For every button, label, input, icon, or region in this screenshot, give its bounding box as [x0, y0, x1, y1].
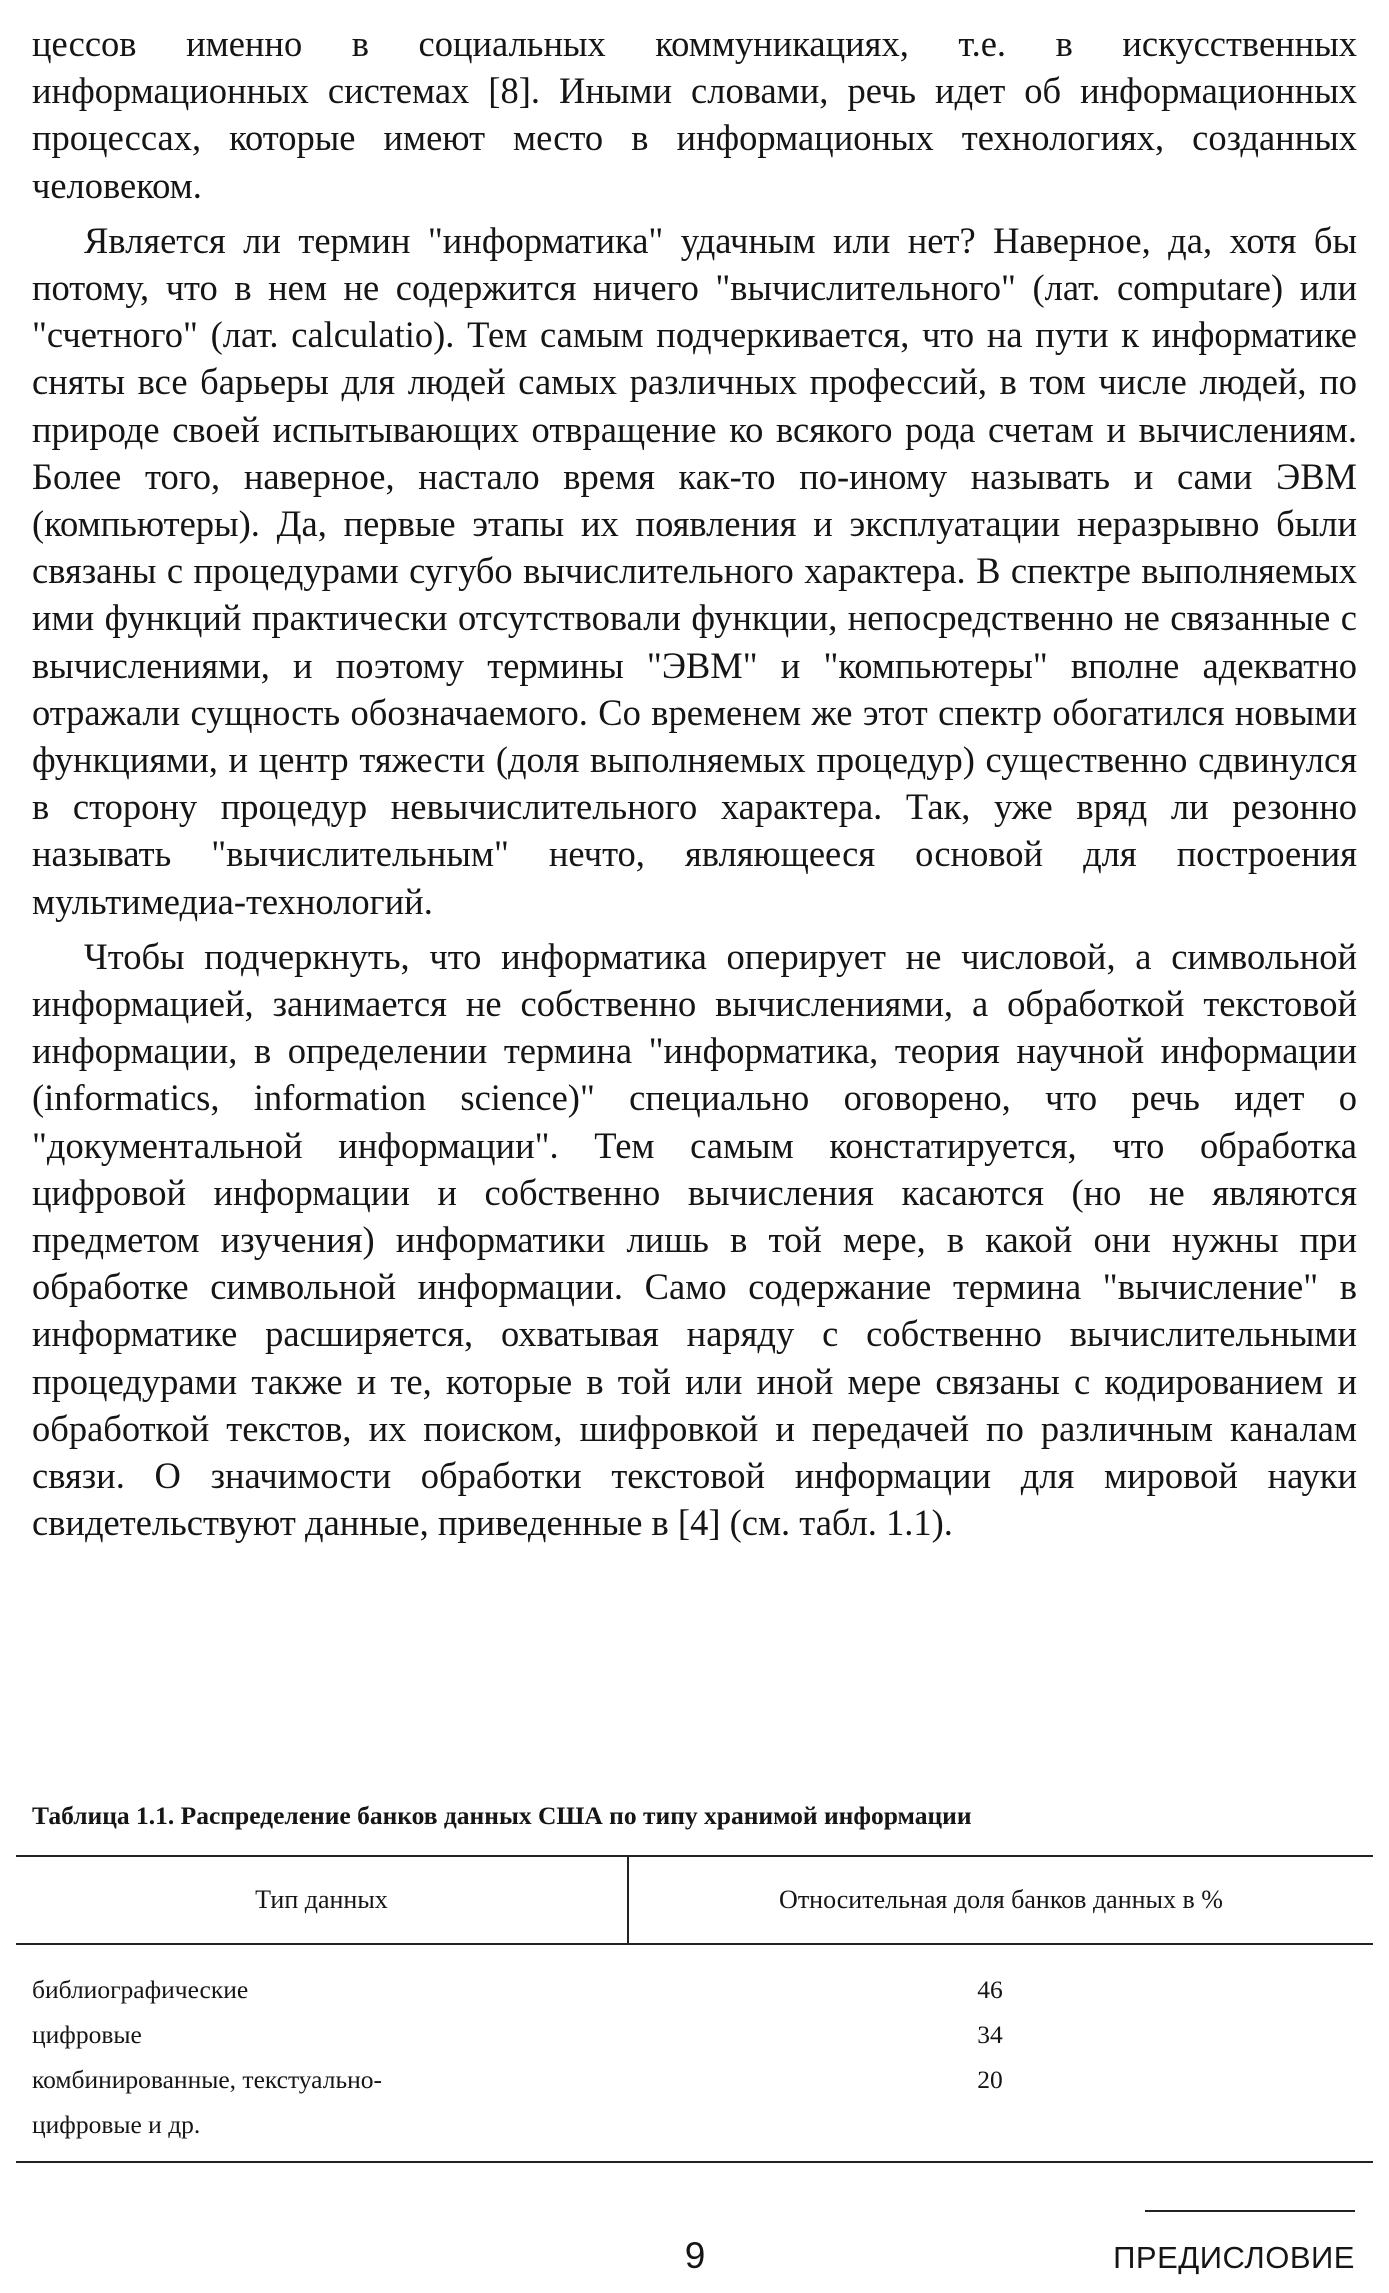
table-row: [16, 2012, 1373, 2057]
footer-rule: [1145, 2210, 1355, 2212]
body-text: [32, 20, 1357, 1555]
paragraph-3: Чтобы подчеркнуть, что информатика оперирует не числовой, а символьной информацией, занимается не собственно вычислениями, а обработкой текстовой информации, в определении термина "информатика, теория научной информации (informatics, information science)" специально оговорено, что речь идет о "документальной информации". Тем самым констатируется, что обработка цифровой информации и собственно вычисления касаются (но не являются предметом изучения) информатики лишь в той мере, в какой они нужны при обработке символьной информации. Само содержание термина "вычисление" в информатике расширяется, охватывая наряду с собственно вычислительными процедурами также и те, которые в той или иной мере связаны с кодированием и обработкой текстов, их поиском, шифровкой и передачей по различным каналам связи. О значимости обработки текстовой информации для мировой науки свидетельствуют данные, приведенные в [4] (см. табл. 1.1).: [32, 935, 1357, 1544]
paragraph-2: Является ли термин "информатика" удачным или нет? Наверное, да, хотя бы потому, что в нем не содержится ничего "вычислительного" (лат. computare) или "счетного" (лат. calculatio). Тем самым подчеркивается, что на пути к информатике сняты все барьеры для людей самых различных профессий, в том числе людей, по природе своей испытывающих отвращение ко всякого рода счетам и вычислениям. Более того, наверное, настало время как-то по-иному называть и сами ЭВМ (компьютеры). Да, первые этапы их появления и эксплуатации неразрывно были связаны с процедурами сугубо вычислительного характера. В спектре выполняемых ими функций практически отсутствовали функции, непосредственно не связанные с вычислениями, и поэтому термины "ЭВМ" и "компьютеры" вполне адекватно отражали сущность обозначаемого. Со временем же этот спектр обогатился новыми функциями, и центр тяжести (доля выполняемых процедур) существенно сдвинулся в сторону процедур невычислительного характера. Так, уже вряд ли резонно называть "вычислительным" нечто, являющееся основой для построения мультимедиа-технологий.: [32, 219, 1357, 922]
cell-type: библиографические: [32, 1975, 249, 2004]
page-number: 9: [684, 2235, 706, 2276]
table-header-row: [16, 1857, 1373, 1945]
table-row: [16, 1967, 1373, 2012]
cell-share: 20: [977, 2065, 1003, 2094]
cell-share: 34: [977, 2020, 1003, 2049]
table-row: [16, 2057, 1373, 2102]
running-head: ПРЕДИСЛОВИЕ: [1113, 2240, 1355, 2275]
table-row: [16, 2102, 1373, 2147]
data-table: [16, 1855, 1373, 2163]
cell-share: [627, 2102, 1373, 2147]
header-share: Относительная доля банков данных в %: [779, 1885, 1223, 1914]
cell-share: 46: [977, 1975, 1003, 2004]
paragraph-1: цессов именно в социальных коммуникациях, т.е. в искусственных информационных системах [8]. Иными словами, речь идет об информационных процессах, которые имеют место в информационых технологиях, созданных человеком.: [32, 23, 1357, 206]
table-block: [32, 1800, 1357, 2139]
header-data-type: Тип данных: [16, 1857, 629, 1943]
table-caption: Таблица 1.1. Распределение банков данных США по типу хранимой информации: [32, 1801, 972, 1830]
cell-type: цифровые и др.: [32, 2110, 201, 2139]
cell-type: комбинированные, текстуально-: [32, 2065, 382, 2094]
cell-type: цифровые: [32, 2020, 142, 2049]
table-body: [16, 1945, 1373, 2161]
